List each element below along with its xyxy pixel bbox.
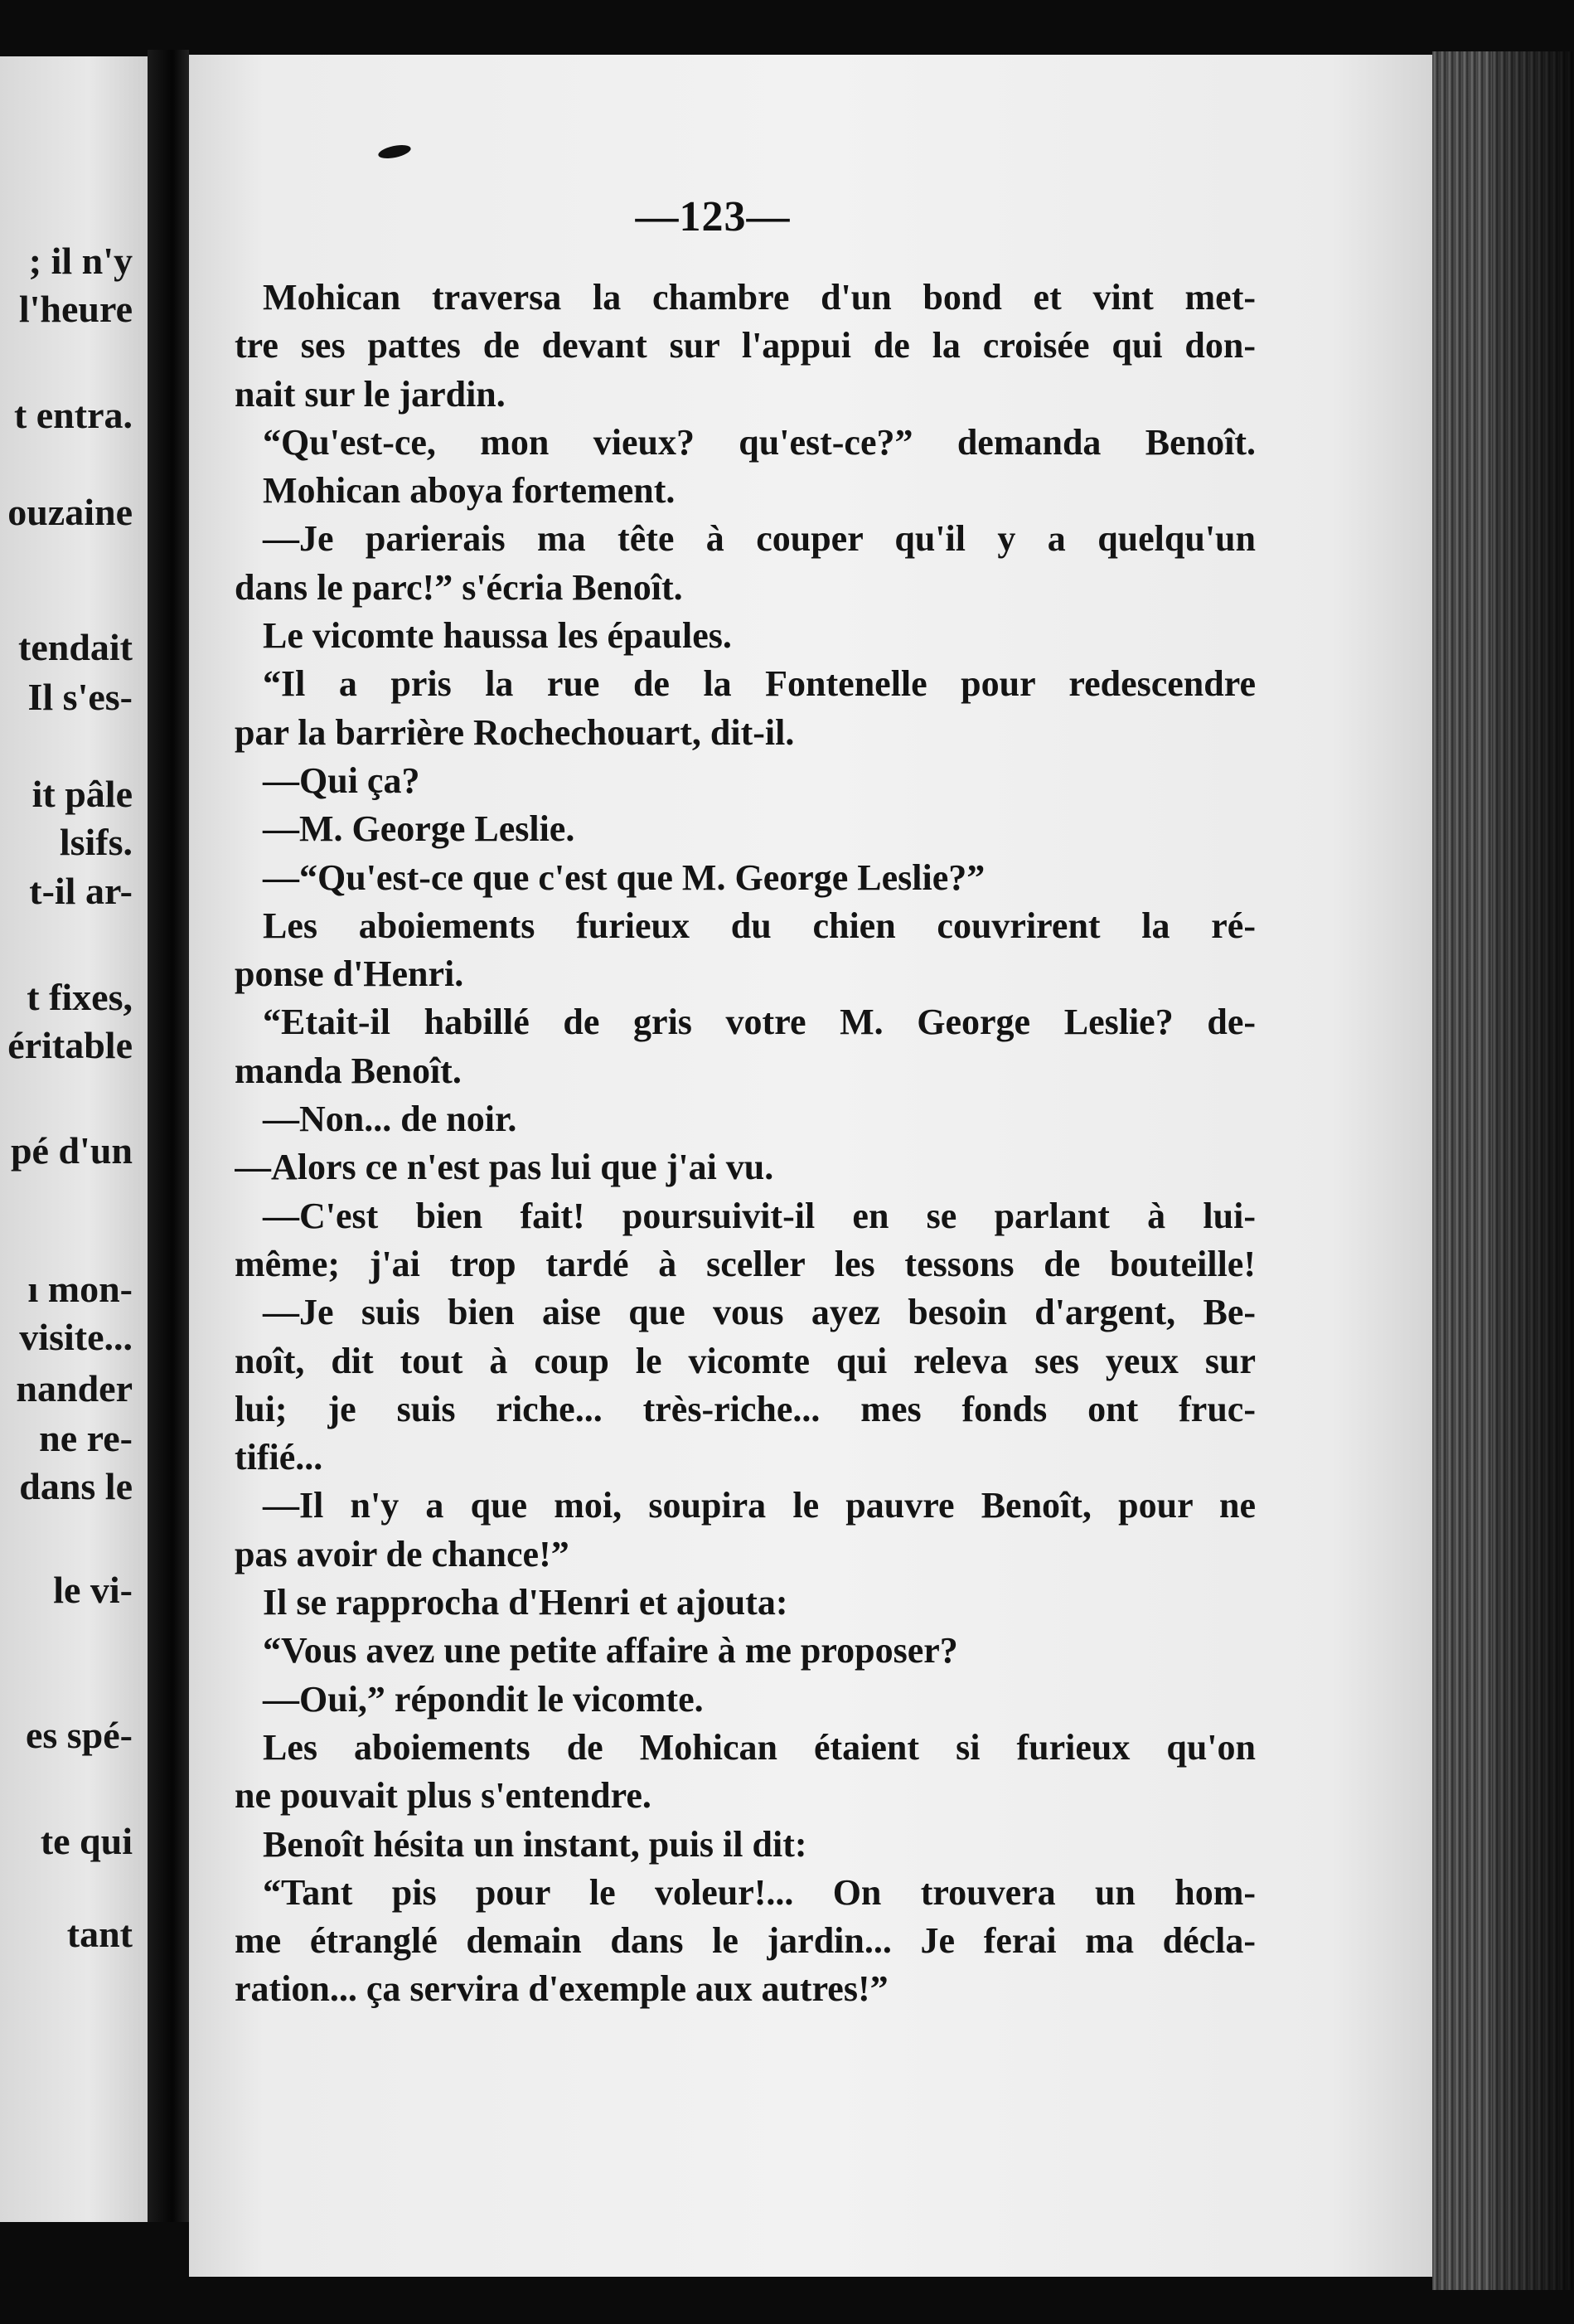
text-line: Il se rapprocha d'Henri et ajouta:: [263, 1582, 788, 1623]
text-line: —“Qu'est-ce que c'est que M. George Leslie?”: [263, 856, 986, 898]
left-page-fragment: le vi-: [53, 1569, 133, 1611]
left-page-fragment: t-il ar-: [29, 870, 133, 912]
left-page-fragment: it pâle: [31, 773, 133, 815]
text-line: noît, dit tout à coup le vicomte qui releva ses yeux sur: [235, 1340, 1256, 1381]
text-line: —Je parierais ma tête à couper qu'il y a quelqu'un: [263, 518, 1256, 560]
text-line: ration... ça servira d'exemple aux autres!”: [235, 1968, 889, 2010]
text-line: pas avoir de chance!”: [235, 1533, 569, 1574]
page-number: —123—: [635, 193, 791, 240]
left-page-fragment: t fixes,: [27, 976, 133, 1018]
text-line: “Etait-il habillé de gris votre M. George Leslie? de-: [263, 1002, 1256, 1043]
body-text: [235, 274, 1256, 2014]
text-line: par la barrière Rochechouart, dit-il.: [235, 711, 795, 753]
text-line: nait sur le jardin.: [235, 373, 506, 415]
left-page-fragment: te qui: [40, 1820, 133, 1862]
left-page-fragment: tant: [66, 1913, 133, 1955]
left-page-fragment: ; il n'y: [28, 240, 133, 282]
left-page-fragment: ı mon-: [27, 1268, 133, 1310]
left-facing-page: [0, 56, 148, 2222]
left-page-fragment: lsifs.: [59, 821, 133, 863]
text-line: tre ses pattes de devant sur l'appui de la croisée qui don-: [235, 325, 1256, 366]
text-line: “Vous avez une petite affaire à me proposer?: [263, 1630, 958, 1671]
left-page-fragment: es spé-: [25, 1714, 133, 1756]
text-line: me étranglé demain dans le jardin... Je ferai ma décla-: [235, 1920, 1256, 1962]
text-line: —Qui ça?: [263, 759, 420, 801]
book-gutter: [148, 50, 189, 2222]
text-line: Mohican aboya fortement.: [263, 470, 676, 512]
text-line: manda Benoît.: [235, 1050, 462, 1091]
text-line: “Il a pris la rue de la Fontenelle pour redescendre: [263, 663, 1256, 705]
text-line: —Il n'y a que moi, soupira le pauvre Benoît, pour ne: [263, 1485, 1256, 1526]
text-line: —Oui,” répondit le vicomte.: [263, 1678, 704, 1720]
left-page-fragment: ne re-: [39, 1417, 133, 1459]
text-line: —M. George Leslie.: [263, 808, 575, 850]
left-page-fragment: nander: [16, 1367, 133, 1409]
text-line: —C'est bien fait! poursuivit-il en se parlant à lui-: [263, 1195, 1256, 1236]
text-line: Les aboiements furieux du chien couvrirent la ré-: [263, 905, 1256, 946]
text-line: ponse d'Henri.: [235, 953, 464, 995]
text-line: même; j'ai trop tardé à sceller les tessons de bouteille!: [235, 1243, 1256, 1284]
text-line: —Je suis bien aise que vous ayez besoin d'argent, Be-: [263, 1292, 1256, 1333]
text-line: ne pouvait plus s'entendre.: [235, 1775, 651, 1817]
text-line: lui; je suis riche... très-riche... mes fonds ont fruc-: [235, 1388, 1256, 1429]
left-page-fragment: éritable: [7, 1024, 133, 1066]
text-line: “Tant pis pour le voleur!... On trouvera un hom-: [263, 1871, 1256, 1913]
page-edges-shadow: [1492, 51, 1574, 2290]
text-line: Benoît hésita un instant, puis il dit:: [263, 1823, 807, 1865]
left-page-fragment: ouzaine: [7, 491, 133, 533]
text-line: tifié...: [235, 1437, 323, 1478]
text-line: Le vicomte haussa les épaules.: [263, 615, 732, 657]
left-page-fragment: t entra.: [13, 394, 133, 436]
left-page-fragment: Il s'es-: [27, 676, 133, 718]
left-page-fragment: visite...: [19, 1316, 133, 1358]
text-line: —Alors ce n'est pas lui que j'ai vu.: [235, 1147, 774, 1188]
left-page-fragment: l'heure: [18, 288, 133, 330]
left-page-fragment: dans le: [19, 1465, 133, 1507]
text-line: “Qu'est-ce, mon vieux? qu'est-ce?” demanda Benoît.: [263, 421, 1256, 463]
left-page-fragment: pé d'un: [10, 1129, 133, 1172]
left-page-fragment: tendait: [18, 626, 133, 668]
text-line: Les aboiements de Mohican étaient si furieux qu'on: [263, 1726, 1256, 1768]
text-line: Mohican traversa la chambre d'un bond et vint met-: [263, 277, 1256, 318]
text-line: —Non... de noir.: [263, 1099, 517, 1140]
text-line: dans le parc!” s'écria Benoît.: [235, 566, 683, 608]
